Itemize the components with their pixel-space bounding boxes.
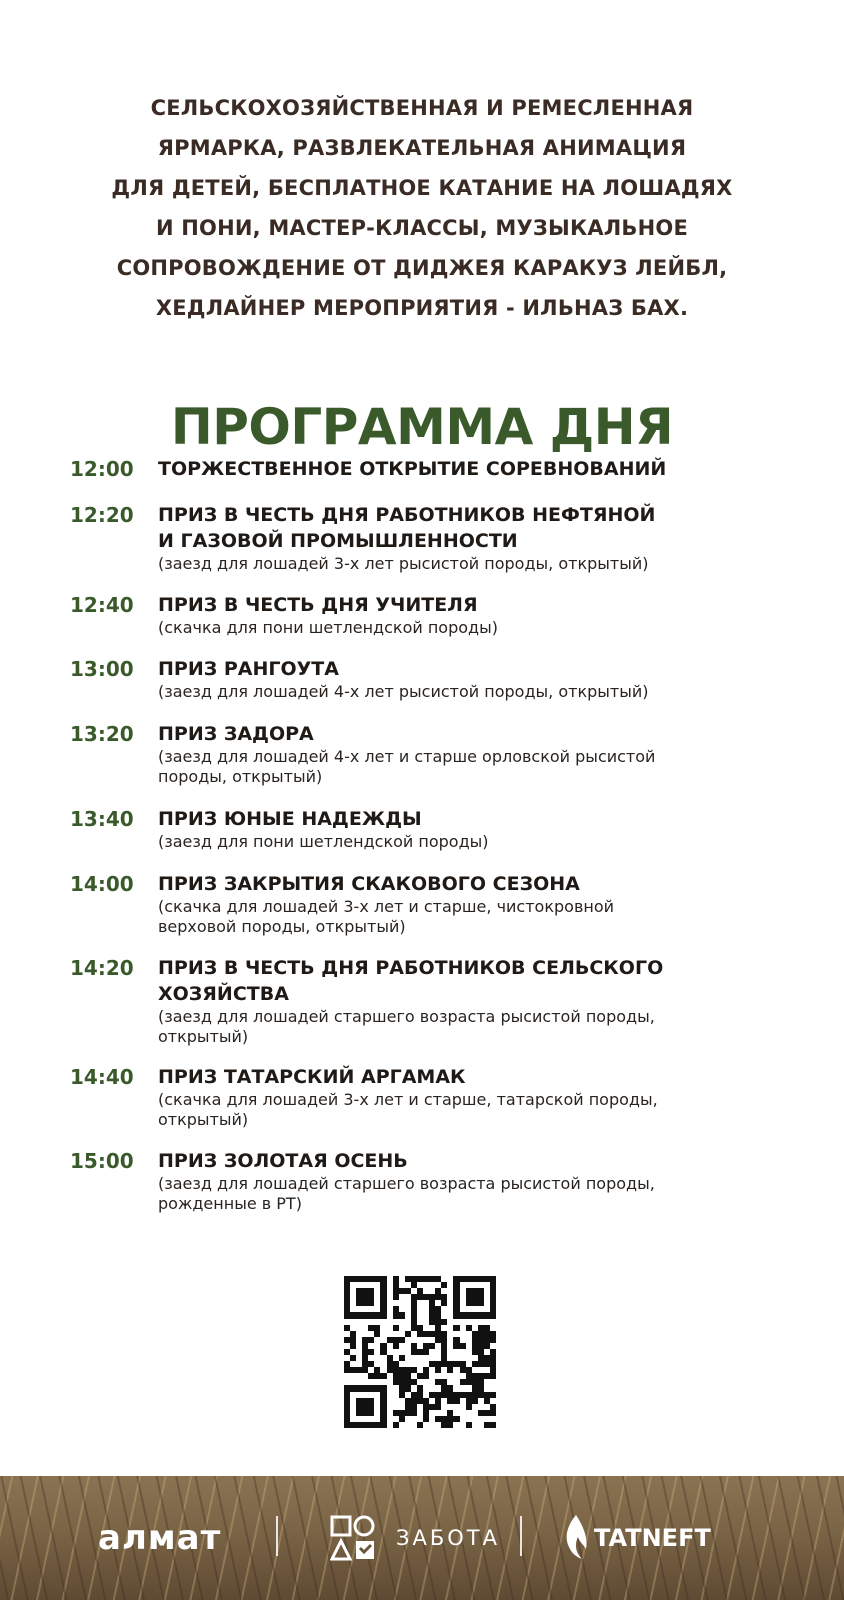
qr-code[interactable] [344, 1276, 496, 1428]
schedule-title: ПРИЗ РАНГОУТА [158, 658, 339, 680]
tatneft-flame-icon [562, 1513, 588, 1563]
schedule-subtitle: (скачка для лошадей 3-х лет и старше, чистокровной [158, 897, 615, 916]
zabota-logo-text: ЗАБОТА [396, 1526, 500, 1550]
schedule-body [158, 1064, 838, 1130]
divider [520, 1516, 522, 1556]
schedule-title: ХОЗЯЙСТВА [158, 983, 289, 1005]
almat-logo-text: алмат [98, 1518, 222, 1558]
schedule-time: 14:20 [70, 956, 134, 980]
zabota-icon [330, 1515, 376, 1561]
schedule-time: 12:20 [70, 503, 134, 527]
program-title: ПРОГРАММА ДНЯ [170, 398, 674, 456]
schedule-time: 12:40 [70, 593, 134, 617]
intro-line: СОПРОВОЖДЕНИЕ ОТ ДИДЖЕЯ КАРАКУЗ ЛЕЙБЛ, [116, 256, 728, 280]
schedule-time: 14:40 [70, 1065, 134, 1089]
schedule-body [158, 656, 838, 702]
schedule-subtitle: (скачка для лошадей 3-х лет и старше, татарской породы, [158, 1090, 658, 1109]
schedule-subtitle: (заезд для лошадей 3-х лет рысистой породы, открытый) [158, 554, 649, 573]
schedule-time: 12:00 [70, 457, 134, 481]
schedule-body [158, 721, 838, 787]
almat-logo[interactable] [98, 1476, 221, 1600]
schedule-subtitle: (заезд для лошадей старшего возраста рысистой породы, [158, 1174, 655, 1193]
schedule-time: 14:00 [70, 872, 134, 896]
zabota-logo[interactable] [330, 1476, 500, 1600]
schedule-subtitle: (заезд для пони шетлендской породы) [158, 832, 489, 851]
schedule-body [158, 456, 838, 482]
schedule-title: ТОРЖЕСТВЕННОЕ ОТКРЫТИЕ СОРЕВНОВАНИЙ [158, 458, 667, 480]
schedule-title: ПРИЗ ЮНЫЕ НАДЕЖДЫ [158, 808, 422, 830]
divider [276, 1516, 278, 1556]
schedule-title: ПРИЗ В ЧЕСТЬ ДНЯ УЧИТЕЛЯ [158, 594, 478, 616]
intro-line: ХЕДЛАЙНЕР МЕРОПРИЯТИЯ - ИЛЬНАЗ БАХ. [155, 296, 689, 320]
schedule-title: ПРИЗ В ЧЕСТЬ ДНЯ РАБОТНИКОВ СЕЛЬСКОГО [158, 957, 664, 979]
schedule-subtitle: верховой породы, открытый) [158, 917, 406, 936]
intro-line: И ПОНИ, МАСТЕР-КЛАССЫ, МУЗЫКАЛЬНОЕ [155, 216, 689, 240]
tatneft-logo-text: TATNEFT [594, 1524, 711, 1552]
schedule-subtitle: открытый) [158, 1110, 249, 1129]
footer-sponsors [0, 1476, 844, 1600]
schedule-title: ПРИЗ В ЧЕСТЬ ДНЯ РАБОТНИКОВ НЕФТЯНОЙ [158, 504, 656, 526]
schedule-title: ПРИЗ ЗОЛОТАЯ ОСЕНЬ [158, 1150, 408, 1172]
schedule-body [158, 955, 838, 1047]
schedule-body [158, 502, 838, 574]
schedule-title: ПРИЗ ТАТАРСКИЙ АРГАМАК [158, 1066, 466, 1088]
schedule-subtitle: (заезд для лошадей 4-х лет рысистой породы, открытый) [158, 682, 649, 701]
schedule-subtitle: (заезд для лошадей старшего возраста рысистой породы, [158, 1007, 655, 1026]
schedule-body [158, 592, 838, 638]
intro-line: ЯРМАРКА, РАЗВЛЕКАТЕЛЬНАЯ АНИМАЦИЯ [157, 136, 687, 160]
intro-line: ДЛЯ ДЕТЕЙ, БЕСПЛАТНОЕ КАТАНИЕ НА ЛОШАДЯХ [111, 176, 733, 200]
schedule-title: ПРИЗ ЗАКРЫТИЯ СКАКОВОГО СЕЗОНА [158, 873, 580, 895]
intro-line: СЕЛЬСКОХОЗЯЙСТВЕННАЯ И РЕМЕСЛЕННАЯ [150, 96, 694, 120]
schedule-subtitle: породы, открытый) [158, 767, 323, 786]
schedule-title: ПРИЗ ЗАДОРА [158, 723, 314, 745]
tatneft-logo[interactable] [562, 1476, 711, 1600]
schedule-time: 13:00 [70, 657, 134, 681]
schedule-body [158, 806, 838, 852]
schedule-title: И ГАЗОВОЙ ПРОМЫШЛЕННОСТИ [158, 530, 518, 552]
schedule-subtitle: открытый) [158, 1027, 249, 1046]
schedule-subtitle: рожденные в РТ) [158, 1194, 302, 1213]
schedule-subtitle: (заезд для лошадей 4-х лет и старше орловской рысистой [158, 747, 656, 766]
schedule-time: 15:00 [70, 1149, 134, 1173]
schedule-list [70, 0, 830, 1240]
schedule-body [158, 1148, 838, 1214]
schedule-time: 13:20 [70, 722, 134, 746]
schedule-subtitle: (скачка для пони шетлендской породы) [158, 618, 498, 637]
schedule-time: 13:40 [70, 807, 134, 831]
schedule-body [158, 871, 838, 937]
